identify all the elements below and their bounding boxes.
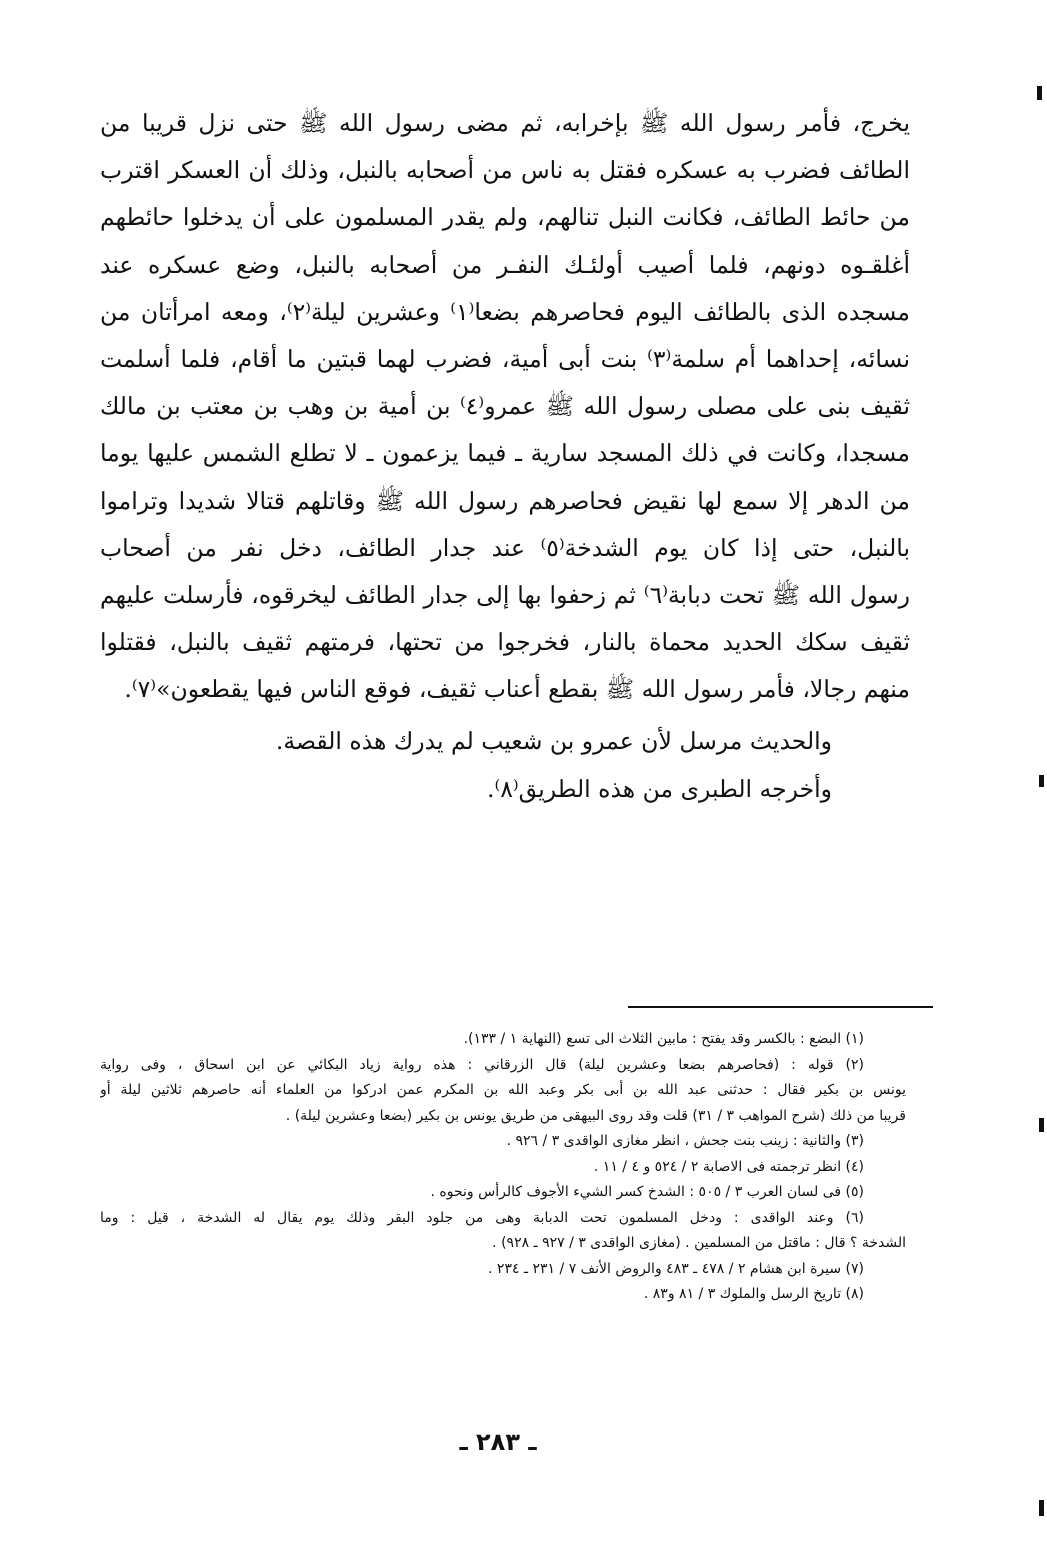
footnote-6: (٦) وعند الواقدى : ودخل المسلمون تحت الدبابة وهى من جلود البقر وذلك يوم يقال له الشدخة ، قيل : وما (100, 1209, 864, 1226)
footnote-2-continuation: قريبا من ذلك (شرح المواهب ٣ / ٣١) قلت وقد روى البيهقى من طريق يونس بن بكير (بضعا وعشرين ليلة) . (285, 1107, 906, 1124)
text-line: الطائف فضرب به عسكره فقتل به ناس من أصحابه بالنبل، وذلك أن العسكر اقترب (100, 156, 910, 185)
text-line: أغلقـوه دونهم، فلما أصيب أولئـك النفـر من أصحابه بالنبل، وضع عسكره عند (100, 250, 910, 279)
text-line: منهم رجالا، فأمر رسول الله ﷺ بقطع أعناب ثقيف، فوقع الناس فيها يقطعون»⁽٧⁾. (124, 675, 910, 704)
text-line: بالنبل، حتى إذا كان يوم الشدخة⁽٥⁾ عند جدار الطائف، دخل نفر من أصحاب (100, 533, 910, 562)
page-number: ـ ٢٨٣ ـ (459, 1428, 537, 1456)
footnote-2-continuation: يونس بن بكير فقال : حدثنى عبد الله بن أبى بكر وعبد الله بن المكرم عمن ادركوا من العلماء أنه حاصرهم ثلاثين ليلة أو (100, 1082, 906, 1098)
footnote-3: (٣) والثانية : زينب بنت جحش ، انظر مغازى الواقدى ٣ / ٩٢٦ . (506, 1133, 864, 1149)
text-line: يخرج، فأمر رسول الله ﷺ بإخرابه، ثم مضى رسول الله ﷺ حتى نزل قريبا من (100, 109, 910, 137)
footnotes (100, 1027, 906, 1308)
text-line: مسجدا، وكانت في ذلك المسجد سارية ـ فيما يزعمون ـ لا تطلع الشمس عليها يوما (100, 439, 910, 468)
text-line: نسائه، إحداهما أم سلمة⁽٣⁾ بنت أبى أمية، فضرب لهما قبتين ما أقام، فلما أسلمت (100, 344, 910, 373)
footnote-7: (٧) سيرة ابن هشام ٢ / ٤٧٨ ـ ٤٨٣ والروض الأنف ٧ / ٢٣١ ـ ٢٣٤ . (488, 1260, 864, 1277)
scan-edge-mark (1039, 1118, 1044, 1132)
text-line: من الدهر إلا سمع لها نقيض فحاصرهم رسول الله ﷺ وقاتلهم قتالا شديدا وتراموا (100, 486, 910, 515)
footnote-5: (٥) فى لسان العرب ٣ / ٥٠٥ : الشدخ كسر الشيء الأجوف كالرأس ونحوه . (430, 1184, 864, 1200)
scan-edge-mark (1037, 86, 1042, 100)
hadith-note-paragraph: والحديث مرسل لأن عمرو بن شعيب لم يدرك هذه القصة. (275, 727, 832, 755)
text-line: رسول الله ﷺ تحت دبابة⁽٦⁾ ثم زحفوا بها إلى جدار الطائف ليخرقوه، فأرسلت عليهم (100, 580, 910, 609)
scan-edge-mark (1039, 775, 1044, 787)
footnote-8: (٨) تاريخ الرسل والملوك ٣ / ٨١ و٨٣ . (643, 1286, 864, 1302)
text-line: ثقيف بنى على مصلى رسول الله ﷺ عمرو⁽٤⁾ بن أمية بن وهب بن معتب بن مالك (100, 392, 910, 421)
text-line: مسجده الذى بالطائف اليوم فحاصرهم بضعا⁽١⁾ وعشرين ليلة⁽٢⁾، ومعه امرأتان من (100, 297, 910, 326)
main-paragraph (100, 100, 910, 713)
footnote-separator (628, 1006, 933, 1008)
text-line: من حائط الطائف، فكانت النبل تنالهم، ولم يقدر المسلمون على أن يدخلوا حائطهم (100, 203, 910, 232)
footnote-2: (٢) قوله : (فحاصرهم بضعا وعشرين ليلة) قال الزرقاني : هذه رواية زياد البكائي عن ابن اسحاق ، وفى رواية (100, 1056, 864, 1073)
scan-edge-mark (1039, 1500, 1044, 1516)
tabari-note-paragraph: وأخرجه الطبرى من هذه الطريق⁽٨⁾. (486, 775, 832, 803)
text-line: ثقيف سكك الحديد محماة بالنار، فخرجوا من تحتها، فرمتهم ثقيف بالنبل، فقتلوا (100, 628, 910, 657)
footnote-4: (٤) انظر ترجمته فى الاصابة ٢ / ٥٢٤ و ٤ / ١١ . (593, 1158, 864, 1175)
footnote-1: (١) البضع : بالكسر وقد يفتح : مابين الثلاث الى تسع (النهاية ١ / ١٣٣). (463, 1031, 864, 1047)
footnote-6-continuation: الشدخة ؟ قال : ماقتل من المسلمين . (مغازى الواقدى ٣ / ٩٢٧ ـ ٩٢٨) . (492, 1235, 906, 1251)
